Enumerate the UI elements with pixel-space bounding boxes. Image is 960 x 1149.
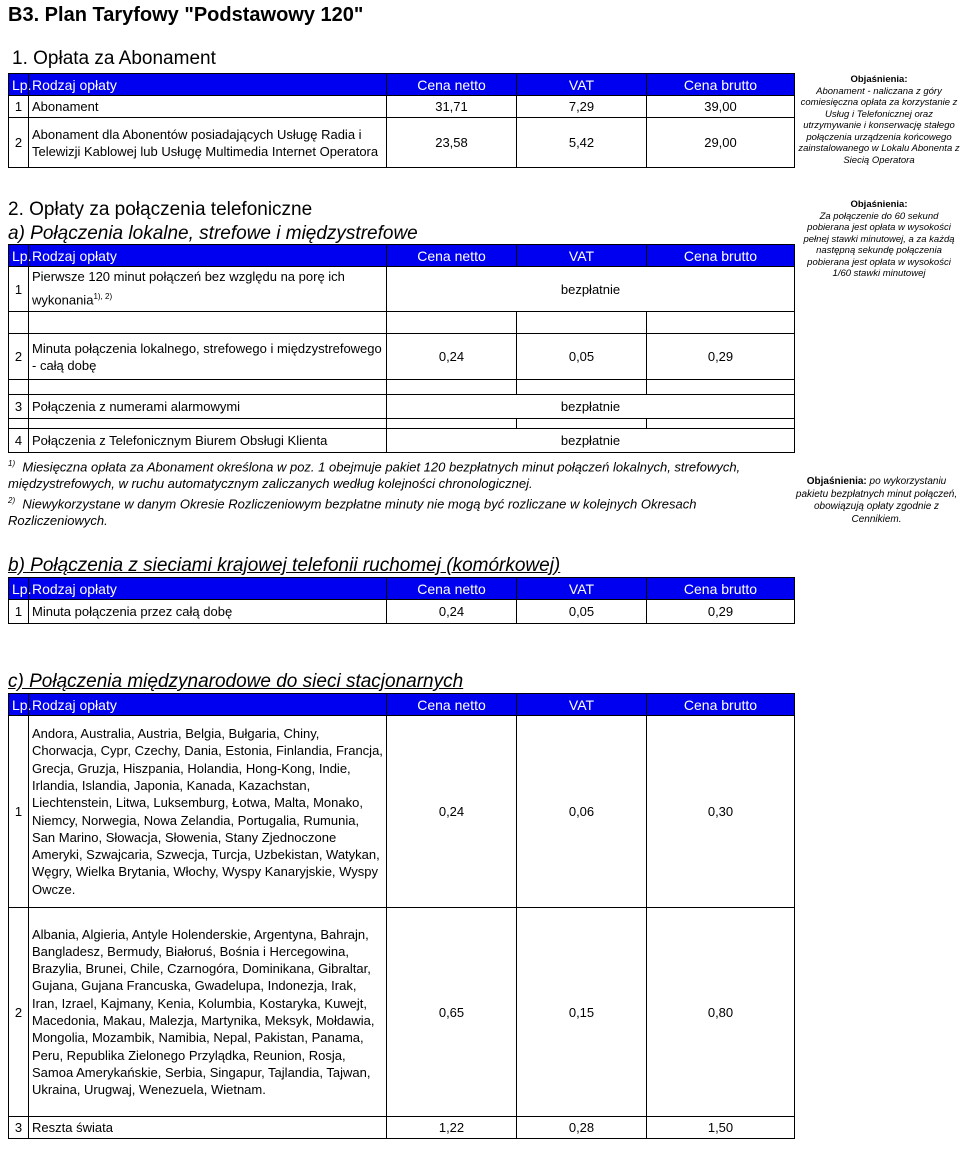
header-vat: VAT	[517, 578, 647, 600]
row-gross: 0,30	[647, 716, 795, 908]
mobile-calls-table	[8, 577, 795, 624]
row-lp: 2	[9, 908, 29, 1117]
explanation-label: Objaśnienia:	[850, 74, 908, 85]
table-row	[9, 96, 795, 118]
header-name: Rodzaj opłaty	[29, 694, 387, 716]
row-lp: 3	[9, 1117, 29, 1139]
row-gross: 0,80	[647, 908, 795, 1117]
row-lp: 1	[9, 716, 29, 908]
header-lp: Lp.	[9, 694, 29, 716]
row-lp: 1	[9, 600, 29, 624]
section2-heading: 2. Opłaty za połączenia telefoniczne	[8, 199, 313, 220]
row-vat: 0,15	[517, 908, 647, 1117]
row-vat: 7,29	[517, 96, 647, 118]
header-net: Cena netto	[387, 694, 517, 716]
footnote-ref: 1), 2)	[93, 292, 113, 302]
row-name: Minuta połączenia przez całą dobę	[29, 600, 387, 624]
table-row	[9, 908, 795, 1117]
row-name-text: Pierwsze 120 minut połączeń bez względu na porę ich wykonania	[32, 269, 345, 308]
explanation-label: Objaśnienia:	[806, 476, 867, 487]
row-lp: 4	[9, 429, 29, 453]
header-gross: Cena brutto	[647, 694, 795, 716]
row-name: Andora, Australia, Austria, Belgia, Bułgaria, Chiny, Chorwacja, Cypr, Czechy, Dania, Estonia, Finlandia, Francja, Grecja, Gruzja, Hiszpania, Holandia, Hong-Kong, Indie, Irlandia, Islandia, Japonia, Kanada, Kazachstan, Liechtenstein, Litwa, Luksemburg, Łotwa, Malta, Monako, Niemcy, Norwegia, Nowa Zelandia, Portugalia, Rumunia, San Marino, Słowacja, Słowenia, Stany Zjednoczone Ameryki, Szwajcaria, Szwecja, Turcja, Uzbekistan, Watykan, Węgry, Wielka Brytania, Włochy, Wyspy Kanaryjskie, Wyspy Owcze.	[29, 716, 387, 908]
row-name: Abonament	[29, 96, 387, 118]
section1-heading: 1. Opłata za Abonament	[12, 48, 216, 69]
header-gross: Cena brutto	[647, 74, 795, 96]
row-vat: 0,05	[517, 334, 647, 380]
table-header	[9, 578, 795, 600]
table-spacer	[9, 419, 795, 429]
table-spacer	[9, 312, 795, 334]
row-net: 31,71	[387, 96, 517, 118]
row-price: bezpłatnie	[387, 267, 795, 312]
header-gross: Cena brutto	[647, 578, 795, 600]
row-price: bezpłatnie	[387, 395, 795, 419]
international-calls-table	[8, 693, 795, 1139]
table-row	[9, 716, 795, 908]
row-name: Albania, Algieria, Antyle Holenderskie, Argentyna, Bahrajn, Bangladesz, Bermudy, Białoruś, Bośnia i Hercegowina, Brazylia, Brunei, Chile, Czarnogóra, Dominikana, Gibraltar, Gujana, Gujana Francuska, Gwadelupa, Indonezja, Irak, Iran, Izrael, Kajmany, Kenia, Kolumbia, Kostaryka, Kuwejt, Macedonia, Makau, Malezja, Martynika, Meksyk, Mołdawia, Mongolia, Mozambik, Namibia, Nepal, Pakistan, Panama, Peru, Republika Zielonego Przylądka, Reunion, Rosja, Samoa Amerykańskie, Serbia, Singapur, Tajlandia, Tajwan, Ukraina, Urugwaj, Wenezuela, Wietnam.	[29, 908, 387, 1117]
header-lp: Lp.	[9, 74, 29, 96]
explanation-text: Abonament - naliczana z góry comiesięczna opłata za korzystanie z Usług i Telefonicznej oraz utrzymywanie i konserwację stałego połączenia urządzenia końcowego zainstalowanego w Lokalu Abonenta z Siecią Operatora	[798, 85, 960, 166]
table-row	[9, 395, 795, 419]
row-net: 0,65	[387, 908, 517, 1117]
row-gross: 29,00	[647, 118, 795, 168]
row-gross: 0,29	[647, 334, 795, 380]
row-price: bezpłatnie	[387, 429, 795, 453]
local-calls-table	[8, 244, 795, 453]
footnote-text: Miesięczna opłata za Abonament określona w poz. 1 obejmuje pakiet 120 bezpłatnych minut połączeń lokalnych, strefowych, międzystrefowych, w ruchu automatycznym zaliczanych według kolejności chronologicznej.	[8, 459, 741, 492]
document-title: B3. Plan Taryfowy "Podstawowy 120"	[8, 4, 364, 26]
table-row	[9, 118, 795, 168]
table-row	[9, 600, 795, 624]
row-net: 0,24	[387, 600, 517, 624]
row-gross: 39,00	[647, 96, 795, 118]
row-lp: 2	[9, 334, 29, 380]
row-vat: 5,42	[517, 118, 647, 168]
row-gross: 1,50	[647, 1117, 795, 1139]
subsection-c-heading: c) Połączenia międzynarodowe do sieci stacjonarnych	[8, 671, 464, 692]
row-vat: 0,06	[517, 716, 647, 908]
row-gross: 0,29	[647, 600, 795, 624]
footnote-explanation	[793, 476, 960, 526]
row-vat: 0,05	[517, 600, 647, 624]
header-name: Rodzaj opłaty	[29, 74, 387, 96]
row-lp: 2	[9, 118, 29, 168]
row-net: 23,58	[387, 118, 517, 168]
header-name: Rodzaj opłaty	[29, 245, 387, 267]
row-name: Reszta świata	[29, 1117, 387, 1139]
subsection-a-heading: a) Połączenia lokalne, strefowe i międzystrefowe	[8, 223, 418, 244]
header-net: Cena netto	[387, 578, 517, 600]
header-name: Rodzaj opłaty	[29, 578, 387, 600]
table-header	[9, 245, 795, 267]
table-row	[9, 429, 795, 453]
subsection-b-heading: b) Połączenia z sieciami krajowej telefonii ruchomej (komórkowej)	[8, 555, 561, 576]
header-lp: Lp.	[9, 578, 29, 600]
footnote-2	[8, 492, 748, 529]
header-vat: VAT	[517, 694, 647, 716]
row-lp: 1	[9, 267, 29, 312]
table-header	[9, 694, 795, 716]
row-net: 0,24	[387, 716, 517, 908]
row-name: Połączenia z Telefonicznym Biurem Obsługi Klienta	[29, 429, 387, 453]
header-vat: VAT	[517, 245, 647, 267]
row-lp: 1	[9, 96, 29, 118]
table-header	[9, 74, 795, 96]
table-row	[9, 1117, 795, 1139]
subscription-table	[8, 73, 795, 168]
footnote-mark: 1)	[8, 459, 16, 468]
section2-explanation	[798, 199, 960, 280]
row-vat: 0,28	[517, 1117, 647, 1139]
table-row	[9, 267, 795, 312]
section1-explanation	[798, 74, 960, 166]
table-spacer	[9, 380, 795, 395]
footnote-mark: 2)	[8, 496, 16, 505]
row-name: Abonament dla Abonentów posiadających Usługę Radia i Telewizji Kablowej lub Usługę Multimedia Internet Operatora	[29, 118, 387, 168]
row-net: 1,22	[387, 1117, 517, 1139]
explanation-text: po wykorzystaniu pakietu bezpłatnych minut połączeń, obowiązują opłaty zgodnie z Cennikiem.	[795, 476, 958, 525]
explanation-text: Za połączenie do 60 sekund pobierana jest opłata w wysokości pełnej stawki minutowej, a za każdą następną sekundę połączenia pobierana jest opłata w wysokości 1/60 stawki minutowej	[803, 210, 955, 279]
row-lp: 3	[9, 395, 29, 419]
header-net: Cena netto	[387, 245, 517, 267]
header-net: Cena netto	[387, 74, 517, 96]
footnote-text: Niewykorzystane w danym Okresie Rozliczeniowym bezpłatne minuty nie mogą być rozliczane w kolejnych Okresach Rozliczeniowych.	[8, 496, 697, 529]
explanation-label: Objaśnienia:	[850, 199, 908, 210]
row-name: Połączenia z numerami alarmowymi	[29, 395, 387, 419]
row-net: 0,24	[387, 334, 517, 380]
row-name: Minuta połączenia lokalnego, strefowego i międzystrefowego - całą dobę	[29, 334, 387, 380]
header-lp: Lp.	[9, 245, 29, 267]
row-name	[29, 267, 387, 312]
header-gross: Cena brutto	[647, 245, 795, 267]
header-vat: VAT	[517, 74, 647, 96]
footnote-1	[8, 455, 778, 492]
table-row	[9, 334, 795, 380]
